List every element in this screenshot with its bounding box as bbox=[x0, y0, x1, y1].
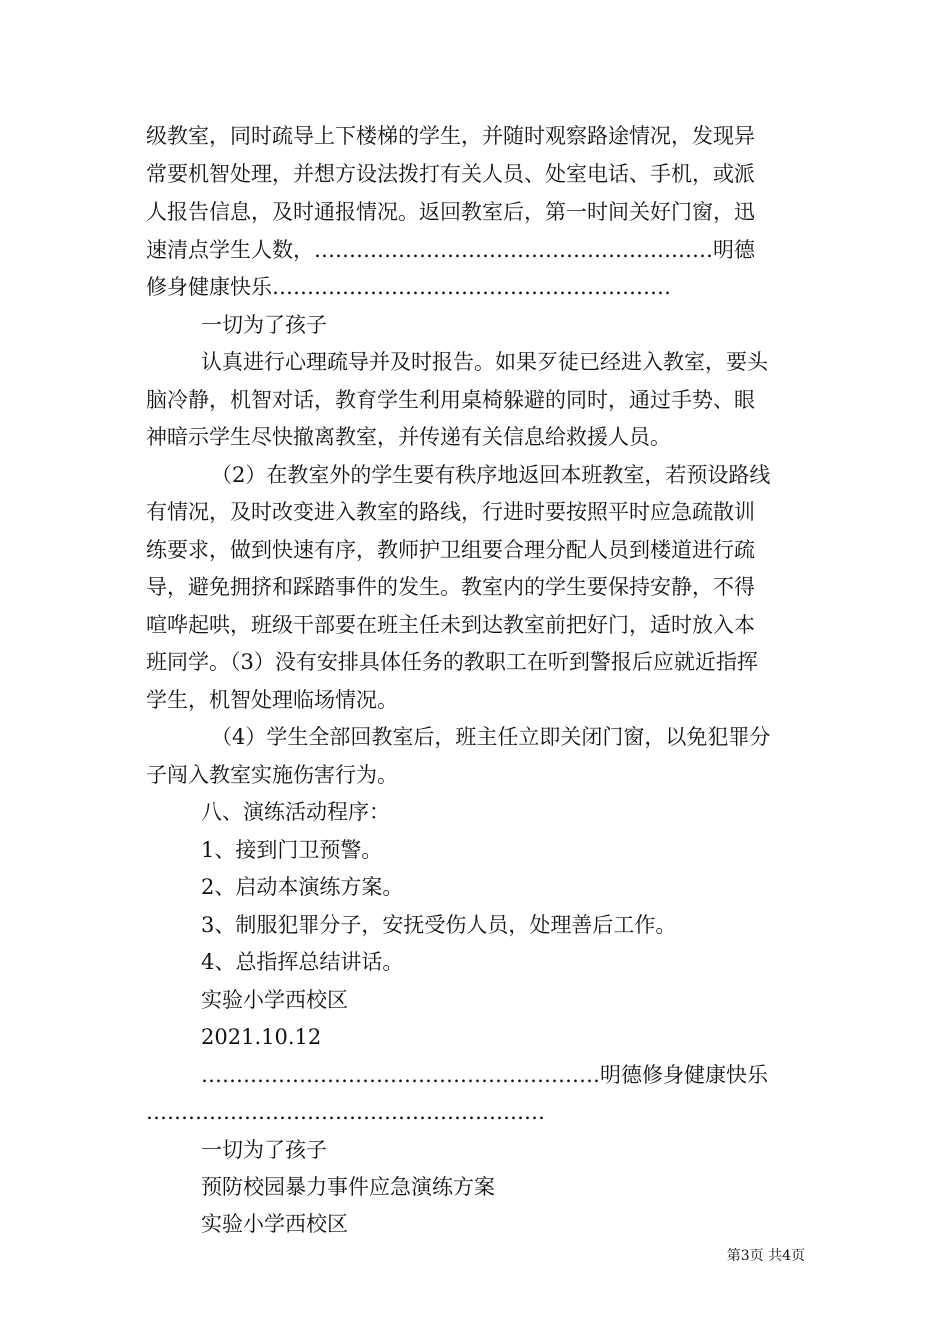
text-line: 速清点学生人数，…………………………………………………明德 bbox=[146, 238, 755, 262]
text-line: 常要机智处理，并想方设法拨打有关人员、处室电话、手机，或派 bbox=[146, 162, 755, 186]
text-line: 预防校园暴力事件应急演练方案 bbox=[201, 1175, 495, 1199]
text-line: 有情况，及时改变进入教室的路线，行进时要按照平时应急疏散训 bbox=[146, 500, 755, 524]
text-line: 4、总指挥总结讲话。 bbox=[201, 950, 404, 974]
text-line: 练要求，做到快速有序，教师护卫组要合理分配人员到楼道进行疏 bbox=[146, 538, 755, 562]
text-line: （2）在教室外的学生要有秩序地返回本班教室，若预设路线 bbox=[211, 463, 771, 487]
text-line: 一切为了孩子 bbox=[201, 1138, 327, 1162]
text-line: 实验小学西校区 bbox=[201, 1212, 348, 1236]
text-line: …………………………………………………明德修身健康快乐 bbox=[201, 1063, 768, 1087]
text-line: 八、演练活动程序： bbox=[201, 800, 390, 824]
text-line: （4）学生全部回教室后，班主任立即关闭门窗，以免犯罪分 bbox=[211, 725, 771, 749]
text-line: 脑冷静，机智对话，教育学生利用桌椅躲避的同时，通过手势、眼 bbox=[146, 388, 755, 412]
text-line: 实验小学西校区 bbox=[201, 988, 348, 1012]
text-line: 3、制服犯罪分子，安抚受伤人员，处理善后工作。 bbox=[201, 913, 677, 937]
text-line: 2021.10.12 bbox=[201, 1025, 322, 1049]
text-line: 导，避免拥挤和踩踏事件的发生。教室内的学生要保持安静，不得 bbox=[146, 575, 755, 599]
text-line: 修身健康快乐………………………………………………… bbox=[146, 275, 671, 299]
text-line: 班同学。（3）没有安排具体任务的教职工在听到警报后应就近指挥 bbox=[146, 650, 758, 674]
text-line: 认真进行心理疏导并及时报告。如果歹徒已经进入教室，要头 bbox=[201, 350, 768, 374]
text-line: 1、接到门卫预警。 bbox=[201, 838, 383, 862]
text-line: 2、启动本演练方案。 bbox=[201, 875, 404, 899]
text-line: 喧哗起哄，班级干部要在班主任未到达教室前把好门，适时放入本 bbox=[146, 613, 755, 637]
text-line: 学生，机智处理临场情况。 bbox=[146, 688, 398, 712]
page-number: 第3页 共4页 bbox=[726, 1248, 805, 1264]
text-line: ………………………………………………… bbox=[146, 1100, 545, 1124]
text-line: 人报告信息，及时通报情况。返回教室后，第一时间关好门窗，迅 bbox=[146, 200, 755, 224]
text-line: 神暗示学生尽快撤离教室，并传递有关信息给救援人员。 bbox=[146, 425, 671, 449]
text-line: 子闯入教室实施伤害行为。 bbox=[146, 763, 398, 787]
text-line: 一切为了孩子 bbox=[201, 313, 327, 337]
text-line: 级教室，同时疏导上下楼梯的学生，并随时观察路途情况，发现异 bbox=[146, 124, 755, 148]
